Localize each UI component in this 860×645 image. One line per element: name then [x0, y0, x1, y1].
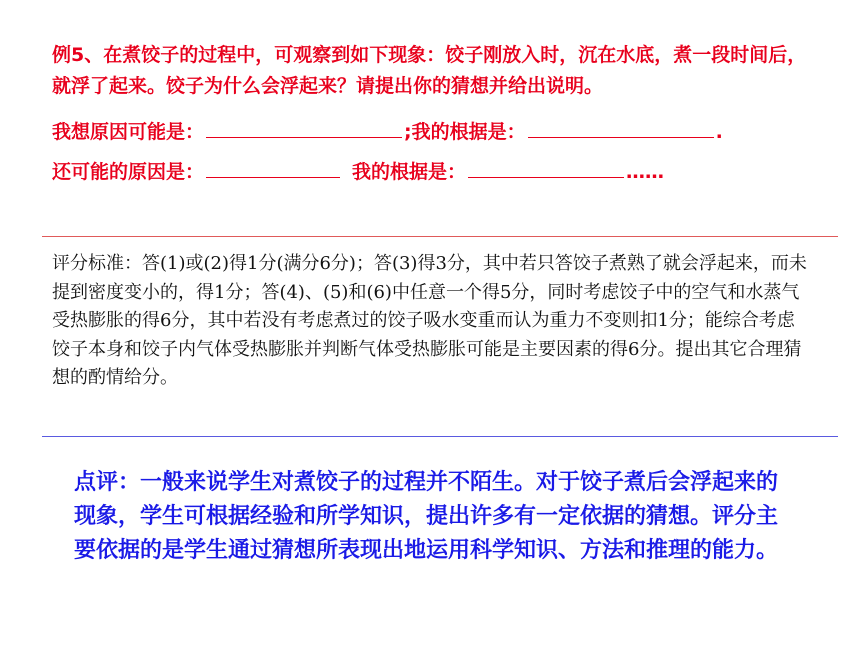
top-divider: [42, 236, 838, 237]
line1-prefix: 我想原因可能是：: [52, 121, 205, 143]
answer-blank-2[interactable]: [528, 118, 714, 138]
line2-prefix: 还可能的原因是：: [52, 161, 205, 183]
line2-end: ……: [626, 161, 665, 183]
scoring-criteria-text: 评分标准：答(1)或(2)得1分(满分6分)；答(3)得3分，其中若只答饺子煮熟了就会浮起来，而未提到密度变小的，得1分；答(4)、(5)和(6)中任意一个得5分，同时考虑饺子中的空气和水蒸气受热膨胀的得6分，其中若没有考虑煮过的饺子吸水变重而认为重力不变则扣1分；能综合考虑饺子本身和饺子内气体受热膨胀并判断气体受热膨胀可能是主要因素的得6分。提出其它合理猜想的酌情给分。: [52, 253, 807, 389]
line1-mid: ;我的根据是：: [404, 121, 526, 143]
question-text: 例5、在煮饺子的过程中，可观察到如下现象：饺子刚放入时，沉在水底，煮一段时间后，就浮了起来。饺子为什么会浮起来？请提出你的猜想并给出说明。: [52, 44, 807, 97]
bottom-divider: [42, 436, 838, 437]
answer-blank-4[interactable]: [468, 158, 624, 178]
answer-line-1: [52, 117, 822, 147]
comment-text: 点评：一般来说学生对煮饺子的过程并不陌生。对于饺子煮后会浮起来的现象，学生可根据经验和所学知识，提出许多有一定依据的猜想。评分主要依据的是学生通过猜想所表现出地运用科学知识、方法和推理的能力。: [74, 470, 779, 563]
line2-mid: 我的根据是：: [352, 161, 467, 183]
answer-blank-1[interactable]: [206, 118, 402, 138]
example-question-block: [52, 40, 822, 187]
answer-blank-3[interactable]: [206, 158, 340, 178]
answer-line-2: [52, 157, 822, 187]
line1-end: .: [715, 121, 723, 143]
